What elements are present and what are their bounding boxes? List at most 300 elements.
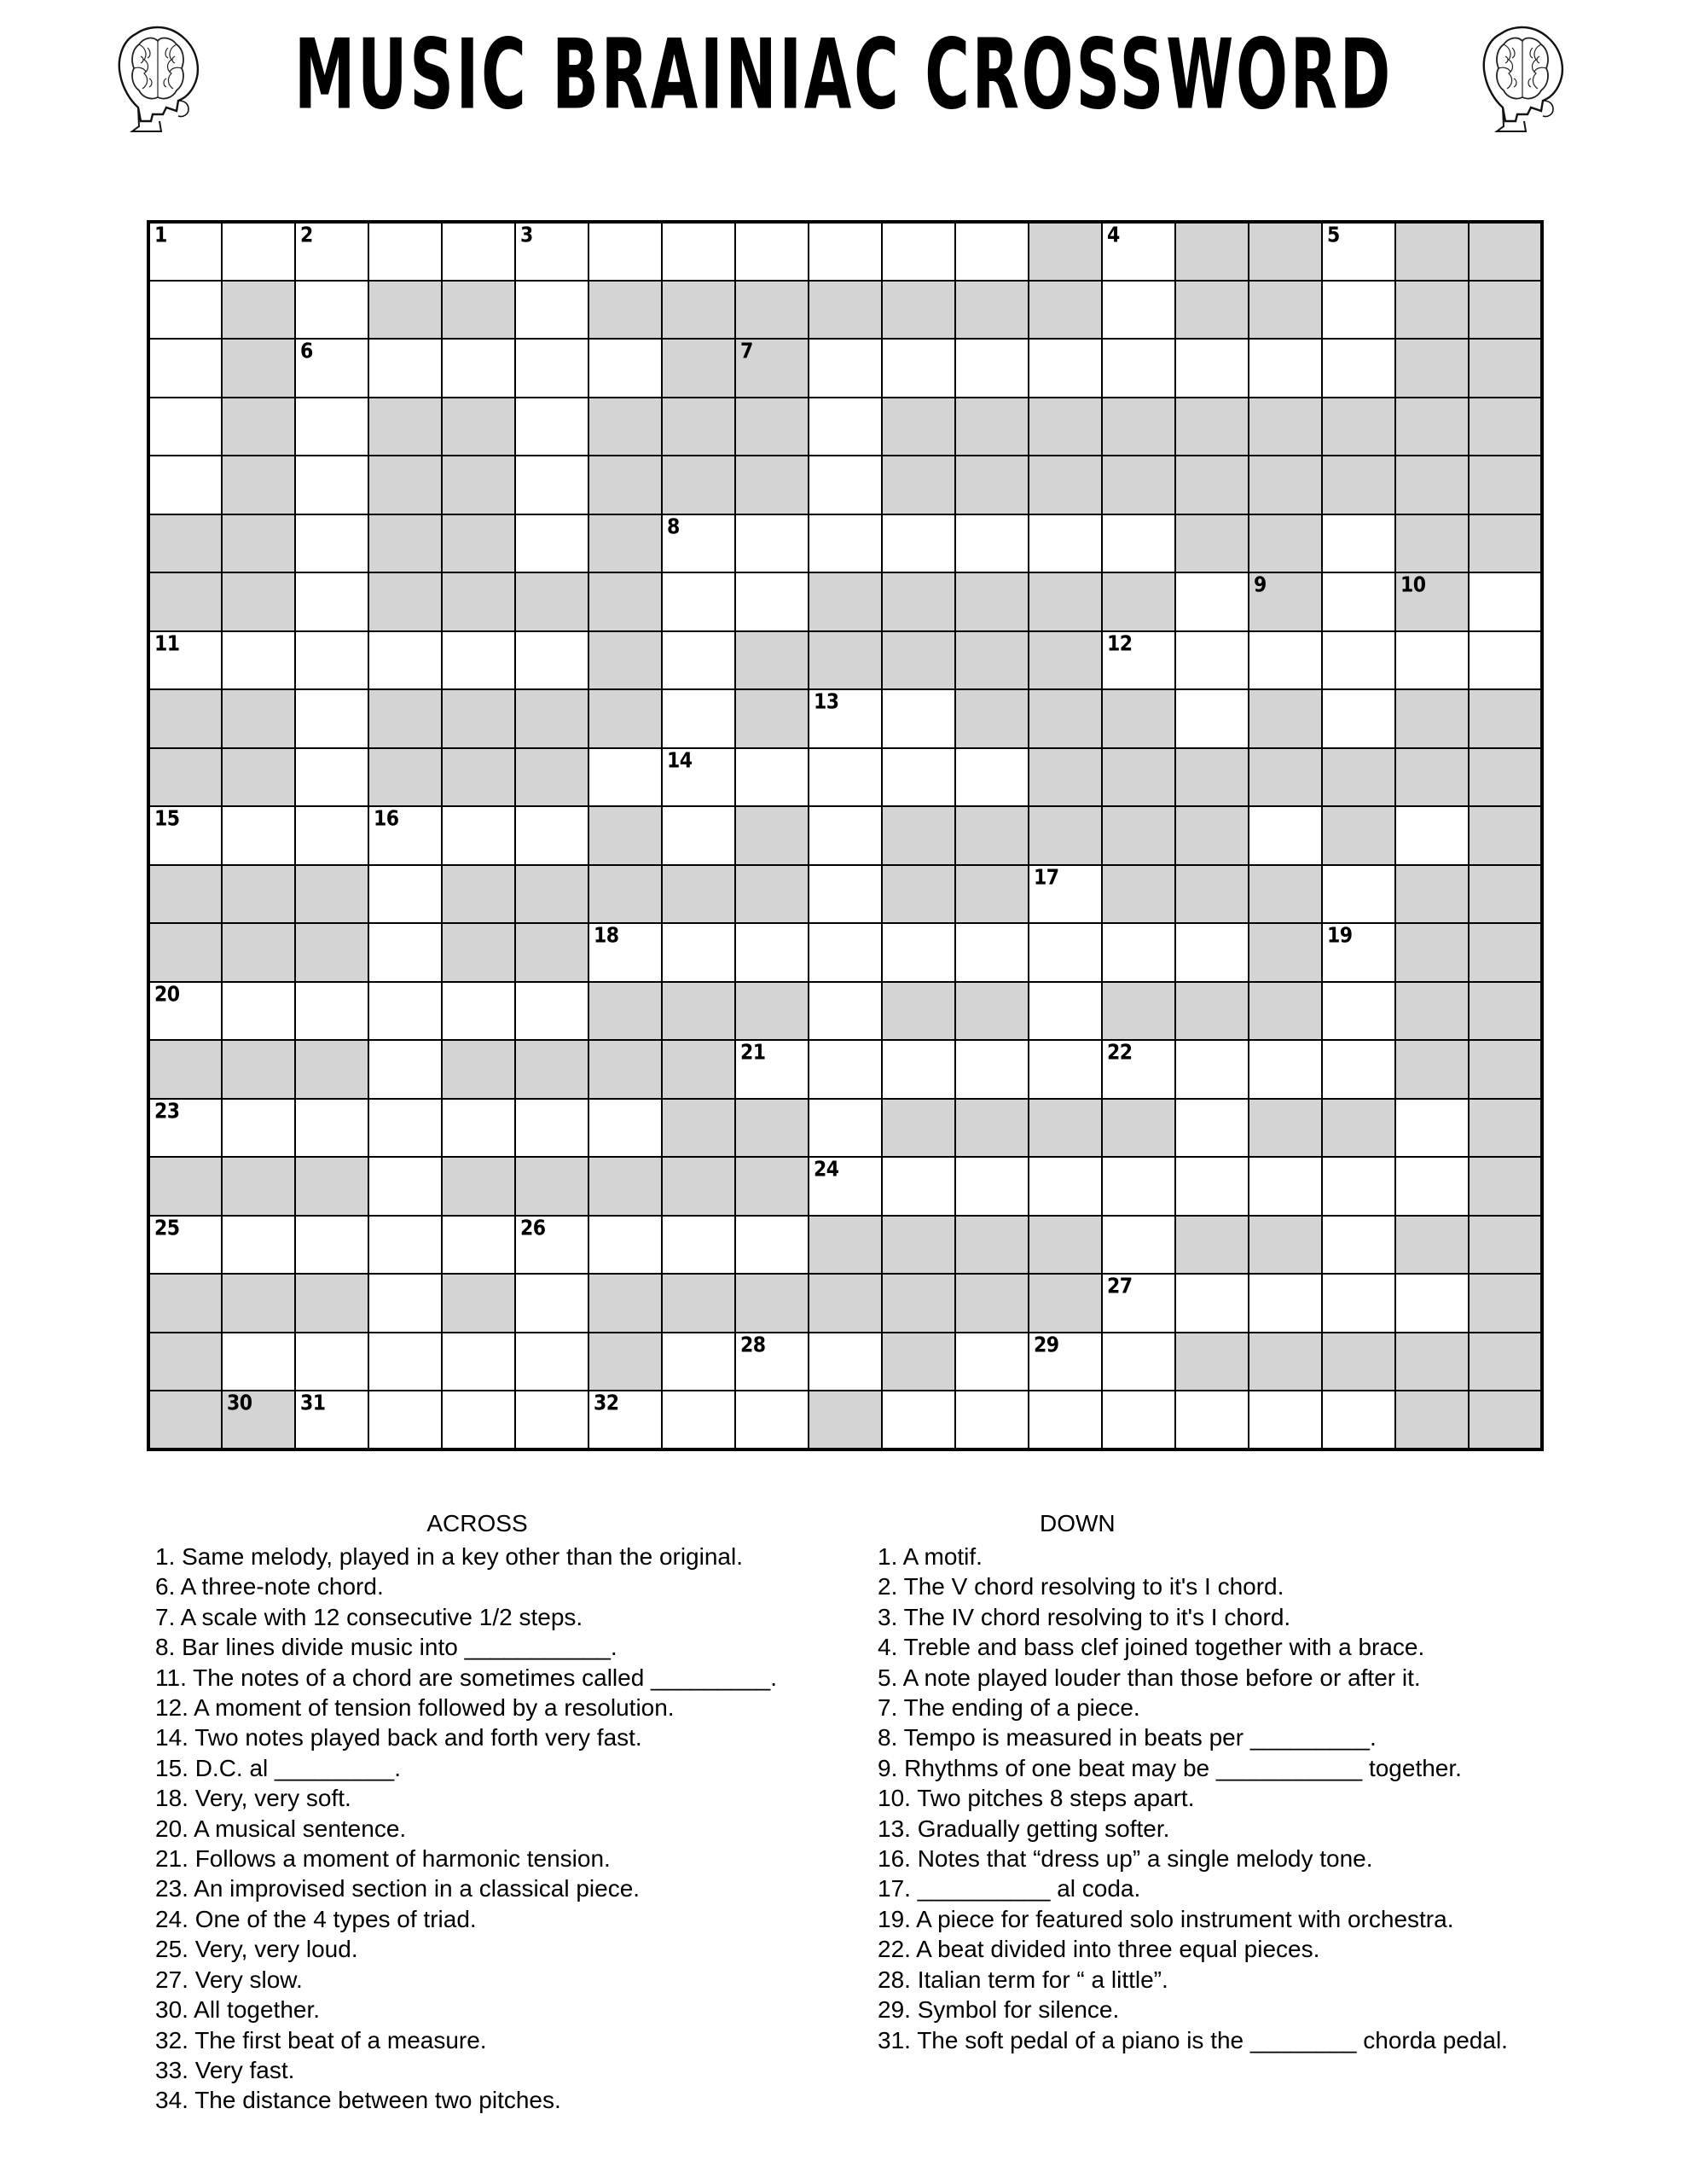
grid-cell-blocked bbox=[955, 689, 1029, 748]
grid-cell-blocked bbox=[1029, 689, 1102, 748]
grid-cell[interactable] bbox=[809, 1099, 882, 1158]
grid-clue-number: 24 bbox=[814, 1157, 839, 1182]
grid-cell-blocked bbox=[1029, 631, 1102, 690]
grid-cell[interactable] bbox=[882, 339, 955, 398]
grid-cell-blocked bbox=[148, 689, 222, 748]
across-clue-item: 23. An improvised section in a classical piece. bbox=[155, 1875, 641, 1902]
down-clue-item: 13. Gradually getting softer. bbox=[878, 1815, 1170, 1842]
grid-cell-blocked bbox=[1395, 514, 1469, 573]
grid-cell[interactable] bbox=[1175, 1391, 1249, 1449]
grid-cell[interactable] bbox=[515, 281, 588, 340]
grid-cell[interactable] bbox=[1322, 689, 1395, 748]
grid-cell[interactable] bbox=[955, 339, 1029, 398]
grid-cell[interactable] bbox=[368, 806, 442, 865]
grid-cell-blocked bbox=[1249, 982, 1322, 1041]
grid-cell[interactable] bbox=[295, 456, 368, 514]
page-header bbox=[0, 0, 1687, 152]
grid-cell-blocked bbox=[1249, 1099, 1322, 1158]
grid-cell[interactable] bbox=[1469, 572, 1542, 631]
grid-cell[interactable] bbox=[515, 398, 588, 456]
grid-clue-number: 10 bbox=[1400, 572, 1426, 598]
grid-cell[interactable] bbox=[882, 1391, 955, 1449]
grid-cell-blocked bbox=[1102, 1099, 1175, 1158]
grid-cell[interactable] bbox=[882, 1157, 955, 1216]
grid-cell[interactable] bbox=[588, 748, 662, 807]
grid-cell-blocked bbox=[662, 982, 735, 1041]
grid-cell-blocked bbox=[222, 1157, 295, 1216]
grid-cell[interactable] bbox=[882, 689, 955, 748]
grid-cell[interactable] bbox=[368, 1333, 442, 1391]
grid-cell[interactable] bbox=[809, 339, 882, 398]
grid-cell[interactable] bbox=[515, 339, 588, 398]
grid-cell-blocked bbox=[222, 1040, 295, 1099]
grid-cell[interactable] bbox=[735, 514, 809, 573]
grid-cell[interactable] bbox=[1175, 689, 1249, 748]
grid-cell[interactable] bbox=[735, 923, 809, 982]
grid-cell[interactable] bbox=[588, 339, 662, 398]
grid-cell-blocked bbox=[882, 281, 955, 340]
grid-cell[interactable] bbox=[515, 806, 588, 865]
grid-cell[interactable] bbox=[955, 1040, 1029, 1099]
grid-cell[interactable] bbox=[1322, 631, 1395, 690]
grid-cell[interactable] bbox=[1102, 1391, 1175, 1449]
grid-cell[interactable] bbox=[1249, 1040, 1322, 1099]
grid-cell[interactable] bbox=[295, 631, 368, 690]
grid-cell-blocked bbox=[148, 923, 222, 982]
grid-row bbox=[148, 1157, 1542, 1216]
grid-cell[interactable] bbox=[1102, 1040, 1175, 1099]
grid-cell[interactable] bbox=[368, 865, 442, 924]
grid-cell[interactable] bbox=[588, 1391, 662, 1449]
grid-cell[interactable] bbox=[1322, 572, 1395, 631]
grid-cell[interactable] bbox=[809, 1333, 882, 1391]
grid-clue-number: 9 bbox=[1254, 572, 1267, 598]
grid-cell[interactable] bbox=[295, 339, 368, 398]
grid-cell[interactable] bbox=[882, 748, 955, 807]
grid-cell[interactable] bbox=[662, 1333, 735, 1391]
grid-cell[interactable] bbox=[368, 222, 442, 281]
grid-cell[interactable] bbox=[1029, 1157, 1102, 1216]
grid-cell-blocked bbox=[148, 572, 222, 631]
grid-cell[interactable] bbox=[662, 806, 735, 865]
grid-cell[interactable] bbox=[368, 923, 442, 982]
grid-cell[interactable] bbox=[1322, 865, 1395, 924]
grid-cell[interactable] bbox=[148, 281, 222, 340]
grid-cell-blocked bbox=[588, 1333, 662, 1391]
grid-cell[interactable] bbox=[588, 923, 662, 982]
across-clue-list bbox=[128, 1542, 826, 2116]
brain-head-icon bbox=[110, 19, 212, 134]
grid-cell[interactable] bbox=[809, 748, 882, 807]
grid-cell[interactable] bbox=[1249, 339, 1322, 398]
grid-cell[interactable] bbox=[295, 1099, 368, 1158]
grid-cell-blocked bbox=[662, 1157, 735, 1216]
grid-cell[interactable] bbox=[442, 1391, 515, 1449]
grid-cell[interactable] bbox=[148, 222, 222, 281]
grid-cell[interactable] bbox=[295, 514, 368, 573]
grid-cell[interactable] bbox=[955, 222, 1029, 281]
grid-clue-number: 19 bbox=[1327, 923, 1353, 949]
grid-cell[interactable] bbox=[222, 982, 295, 1041]
grid-cell[interactable] bbox=[662, 1391, 735, 1449]
grid-clue-number: 7 bbox=[740, 339, 753, 364]
grid-clue-number: 17 bbox=[1034, 865, 1059, 891]
grid-cell[interactable] bbox=[222, 806, 295, 865]
brain-head-icon bbox=[1475, 19, 1577, 134]
grid-cell[interactable] bbox=[222, 1099, 295, 1158]
grid-cell-blocked bbox=[368, 456, 442, 514]
grid-cell-blocked bbox=[1175, 514, 1249, 573]
grid-cell[interactable] bbox=[1175, 572, 1249, 631]
grid-cell[interactable] bbox=[1175, 1099, 1249, 1158]
grid-cell[interactable] bbox=[1102, 1157, 1175, 1216]
grid-cell-blocked bbox=[882, 398, 955, 456]
grid-cell[interactable] bbox=[735, 572, 809, 631]
grid-clue-number: 32 bbox=[594, 1391, 619, 1416]
grid-cell[interactable] bbox=[442, 982, 515, 1041]
grid-cell[interactable] bbox=[1322, 514, 1395, 573]
grid-cell-blocked bbox=[1249, 923, 1322, 982]
grid-cell[interactable] bbox=[295, 748, 368, 807]
grid-cell-blocked bbox=[1469, 1216, 1542, 1275]
grid-cell[interactable] bbox=[442, 1216, 515, 1275]
grid-cell[interactable] bbox=[1175, 1040, 1249, 1099]
grid-cell-blocked bbox=[735, 456, 809, 514]
grid-cell[interactable] bbox=[1029, 982, 1102, 1041]
grid-cell[interactable] bbox=[882, 923, 955, 982]
grid-row bbox=[148, 1391, 1542, 1449]
grid-cell-blocked bbox=[1395, 456, 1469, 514]
grid-cell[interactable] bbox=[882, 222, 955, 281]
grid-cell[interactable] bbox=[809, 806, 882, 865]
grid-cell-blocked bbox=[368, 572, 442, 631]
grid-cell[interactable] bbox=[662, 572, 735, 631]
grid-cell[interactable] bbox=[368, 982, 442, 1041]
grid-cell[interactable] bbox=[1175, 339, 1249, 398]
grid-cell[interactable] bbox=[662, 923, 735, 982]
down-column bbox=[844, 1508, 1559, 2116]
grid-cell[interactable] bbox=[809, 514, 882, 573]
grid-cell[interactable] bbox=[1322, 281, 1395, 340]
grid-cell[interactable] bbox=[1029, 923, 1102, 982]
grid-cell[interactable] bbox=[809, 689, 882, 748]
grid-cell[interactable] bbox=[515, 456, 588, 514]
grid-cell[interactable] bbox=[809, 1040, 882, 1099]
grid-clue-number: 18 bbox=[594, 923, 619, 949]
grid-cell-blocked bbox=[1249, 281, 1322, 340]
grid-cell-blocked bbox=[1175, 1333, 1249, 1391]
grid-cell[interactable] bbox=[222, 1333, 295, 1391]
grid-cell[interactable] bbox=[1249, 1391, 1322, 1449]
grid-cell[interactable] bbox=[1249, 806, 1322, 865]
grid-cell[interactable] bbox=[295, 1216, 368, 1275]
grid-clue-number: 14 bbox=[667, 748, 693, 774]
grid-cell[interactable] bbox=[295, 806, 368, 865]
grid-cell[interactable] bbox=[368, 1216, 442, 1275]
grid-cell[interactable] bbox=[735, 1391, 809, 1449]
grid-cell[interactable] bbox=[148, 1216, 222, 1275]
grid-cell[interactable] bbox=[735, 1040, 809, 1099]
grid-cell-blocked bbox=[1249, 1216, 1322, 1275]
grid-cell-blocked bbox=[955, 631, 1029, 690]
grid-cell-blocked bbox=[1249, 222, 1322, 281]
grid-cell-blocked bbox=[442, 865, 515, 924]
grid-cell[interactable] bbox=[1029, 1333, 1102, 1391]
grid-cell[interactable] bbox=[955, 1391, 1029, 1449]
grid-cell[interactable] bbox=[809, 1157, 882, 1216]
grid-cell-blocked bbox=[809, 572, 882, 631]
grid-cell[interactable] bbox=[662, 689, 735, 748]
grid-cell-blocked bbox=[1249, 689, 1322, 748]
grid-cell[interactable] bbox=[1175, 1157, 1249, 1216]
grid-cell-blocked bbox=[809, 1216, 882, 1275]
grid-clue-number: 1 bbox=[154, 223, 167, 248]
grid-cell[interactable] bbox=[515, 514, 588, 573]
grid-cell[interactable] bbox=[368, 631, 442, 690]
grid-cell[interactable] bbox=[295, 572, 368, 631]
grid-cell-blocked bbox=[1029, 806, 1102, 865]
grid-cell[interactable] bbox=[1322, 1157, 1395, 1216]
grid-cell-blocked bbox=[295, 1274, 368, 1333]
grid-clue-number: 11 bbox=[154, 631, 180, 657]
grid-cell[interactable] bbox=[1029, 514, 1102, 573]
grid-cell[interactable] bbox=[1175, 1274, 1249, 1333]
grid-cell-blocked bbox=[1249, 1333, 1322, 1391]
grid-cell[interactable] bbox=[368, 1274, 442, 1333]
grid-cell[interactable] bbox=[148, 1099, 222, 1158]
grid-cell[interactable] bbox=[1029, 865, 1102, 924]
grid-cell-blocked bbox=[1029, 281, 1102, 340]
grid-cell[interactable] bbox=[368, 1040, 442, 1099]
grid-cell[interactable] bbox=[1469, 631, 1542, 690]
grid-cell[interactable] bbox=[295, 689, 368, 748]
grid-cell-blocked bbox=[148, 1157, 222, 1216]
down-clue-list bbox=[878, 1542, 1542, 2055]
grid-cell[interactable] bbox=[662, 631, 735, 690]
grid-cell[interactable] bbox=[1102, 1274, 1175, 1333]
down-clue-item: 28. Italian term for “ a little”. bbox=[878, 1966, 1168, 1993]
grid-cell-blocked bbox=[1175, 982, 1249, 1041]
grid-cell[interactable] bbox=[1029, 1391, 1102, 1449]
grid-cell[interactable] bbox=[148, 456, 222, 514]
grid-clue-number: 16 bbox=[374, 806, 399, 832]
grid-clue-number: 5 bbox=[1327, 223, 1340, 248]
grid-cell-blocked bbox=[662, 398, 735, 456]
grid-cell[interactable] bbox=[1322, 923, 1395, 982]
grid-cell[interactable] bbox=[1249, 631, 1322, 690]
grid-cell[interactable] bbox=[588, 1216, 662, 1275]
grid-cell[interactable] bbox=[515, 631, 588, 690]
down-clue-item: 29. Symbol for silence. bbox=[878, 1996, 1120, 2024]
grid-cell-blocked bbox=[1395, 923, 1469, 982]
grid-cell-blocked bbox=[1029, 222, 1102, 281]
grid-cell[interactable] bbox=[222, 222, 295, 281]
grid-cell[interactable] bbox=[1322, 1391, 1395, 1449]
grid-cell[interactable] bbox=[295, 1333, 368, 1391]
grid-cell-blocked bbox=[955, 281, 1029, 340]
grid-cell[interactable] bbox=[1249, 1157, 1322, 1216]
grid-cell-blocked bbox=[588, 514, 662, 573]
grid-cell-blocked bbox=[588, 689, 662, 748]
grid-cell[interactable] bbox=[148, 631, 222, 690]
grid-cell-blocked bbox=[735, 1099, 809, 1158]
grid-cell[interactable] bbox=[222, 631, 295, 690]
grid-cell[interactable] bbox=[295, 398, 368, 456]
crossword-grid-container bbox=[147, 220, 1540, 1451]
grid-cell[interactable] bbox=[442, 222, 515, 281]
grid-row bbox=[148, 281, 1542, 340]
grid-row bbox=[148, 1333, 1542, 1391]
grid-cell[interactable] bbox=[1102, 281, 1175, 340]
grid-row bbox=[148, 689, 1542, 748]
grid-cell[interactable] bbox=[662, 514, 735, 573]
grid-cell[interactable] bbox=[1102, 514, 1175, 573]
crossword-grid[interactable] bbox=[147, 220, 1544, 1451]
grid-clue-number: 3 bbox=[520, 223, 533, 248]
across-clue-item: 6. A three-note chord. bbox=[155, 1573, 384, 1600]
grid-cell[interactable] bbox=[809, 923, 882, 982]
grid-cell-blocked bbox=[222, 748, 295, 807]
grid-cell[interactable] bbox=[368, 1391, 442, 1449]
grid-clue-number: 4 bbox=[1107, 223, 1120, 248]
grid-cell[interactable] bbox=[882, 1040, 955, 1099]
grid-cell[interactable] bbox=[148, 398, 222, 456]
grid-cell[interactable] bbox=[442, 631, 515, 690]
grid-cell[interactable] bbox=[442, 339, 515, 398]
grid-cell-blocked bbox=[1102, 456, 1175, 514]
grid-cell[interactable] bbox=[1102, 1216, 1175, 1275]
grid-cell[interactable] bbox=[955, 748, 1029, 807]
grid-cell-blocked bbox=[662, 456, 735, 514]
grid-cell-blocked bbox=[882, 1099, 955, 1158]
across-column bbox=[128, 1508, 844, 2116]
grid-cell[interactable] bbox=[442, 1333, 515, 1391]
grid-cell[interactable] bbox=[368, 1099, 442, 1158]
grid-cell[interactable] bbox=[1395, 1274, 1469, 1333]
grid-cell-blocked bbox=[1249, 865, 1322, 924]
grid-cell-blocked bbox=[1469, 222, 1542, 281]
grid-cell[interactable] bbox=[955, 1157, 1029, 1216]
grid-clue-number: 15 bbox=[154, 806, 180, 832]
grid-cell[interactable] bbox=[1102, 339, 1175, 398]
grid-cell-blocked bbox=[1469, 1391, 1542, 1449]
grid-cell[interactable] bbox=[295, 1391, 368, 1449]
down-clue-item: 2. The V chord resolving to it's I chord. bbox=[878, 1573, 1284, 1600]
grid-cell-blocked bbox=[588, 281, 662, 340]
grid-cell-blocked bbox=[1322, 806, 1395, 865]
grid-cell[interactable] bbox=[955, 514, 1029, 573]
grid-cell[interactable] bbox=[662, 222, 735, 281]
grid-cell[interactable] bbox=[515, 222, 588, 281]
grid-cell[interactable] bbox=[809, 456, 882, 514]
grid-cell[interactable] bbox=[735, 1333, 809, 1391]
grid-cell[interactable] bbox=[1249, 1274, 1322, 1333]
grid-cell[interactable] bbox=[1322, 1274, 1395, 1333]
grid-cell[interactable] bbox=[1322, 339, 1395, 398]
grid-cell[interactable] bbox=[1322, 1040, 1395, 1099]
grid-cell-blocked bbox=[368, 514, 442, 573]
grid-cell[interactable] bbox=[1102, 923, 1175, 982]
grid-cell[interactable] bbox=[1175, 923, 1249, 982]
grid-row bbox=[148, 1216, 1542, 1275]
grid-cell-blocked bbox=[515, 923, 588, 982]
grid-cell[interactable] bbox=[1102, 631, 1175, 690]
grid-cell[interactable] bbox=[148, 982, 222, 1041]
grid-cell[interactable] bbox=[662, 1216, 735, 1275]
grid-cell[interactable] bbox=[1029, 1040, 1102, 1099]
grid-cell[interactable] bbox=[1395, 1157, 1469, 1216]
grid-cell[interactable] bbox=[955, 1333, 1029, 1391]
grid-cell[interactable] bbox=[368, 1157, 442, 1216]
grid-cell[interactable] bbox=[148, 806, 222, 865]
grid-cell[interactable] bbox=[1395, 631, 1469, 690]
grid-cell[interactable] bbox=[515, 1391, 588, 1449]
grid-cell[interactable] bbox=[1322, 1216, 1395, 1275]
grid-cell[interactable] bbox=[809, 222, 882, 281]
grid-cell-blocked bbox=[368, 398, 442, 456]
grid-cell[interactable] bbox=[1322, 222, 1395, 281]
grid-cell[interactable] bbox=[662, 748, 735, 807]
grid-cell[interactable] bbox=[295, 281, 368, 340]
grid-cell-blocked bbox=[368, 748, 442, 807]
grid-cell-blocked bbox=[442, 398, 515, 456]
down-clue-item: 22. A beat divided into three equal pieces. bbox=[878, 1936, 1320, 1963]
grid-cell[interactable] bbox=[442, 806, 515, 865]
grid-cell[interactable] bbox=[735, 222, 809, 281]
grid-cell[interactable] bbox=[515, 1216, 588, 1275]
grid-cell[interactable] bbox=[809, 398, 882, 456]
grid-cell[interactable] bbox=[1395, 1099, 1469, 1158]
grid-cell[interactable] bbox=[442, 1099, 515, 1158]
grid-cell[interactable] bbox=[148, 339, 222, 398]
grid-cell[interactable] bbox=[1102, 222, 1175, 281]
grid-cell-blocked bbox=[1029, 1274, 1102, 1333]
grid-cell-blocked bbox=[1469, 339, 1542, 398]
grid-cell-blocked bbox=[1322, 1333, 1395, 1391]
grid-cell[interactable] bbox=[1395, 806, 1469, 865]
grid-cell[interactable] bbox=[515, 982, 588, 1041]
grid-cell-blocked bbox=[222, 1274, 295, 1333]
grid-cell[interactable] bbox=[1175, 631, 1249, 690]
grid-cell[interactable] bbox=[955, 923, 1029, 982]
grid-cell[interactable] bbox=[515, 1274, 588, 1333]
grid-cell-blocked bbox=[222, 865, 295, 924]
grid-cell[interactable] bbox=[295, 982, 368, 1041]
grid-cell[interactable] bbox=[222, 1216, 295, 1275]
grid-cell-blocked bbox=[1469, 748, 1542, 807]
grid-cell[interactable] bbox=[882, 514, 955, 573]
grid-row bbox=[148, 923, 1542, 982]
grid-cell-blocked bbox=[515, 572, 588, 631]
down-clue-item: 4. Treble and bass clef joined together with a brace. bbox=[878, 1634, 1425, 1661]
grid-cell[interactable] bbox=[515, 1099, 588, 1158]
grid-row bbox=[148, 748, 1542, 807]
grid-cell[interactable] bbox=[1322, 982, 1395, 1041]
grid-cell[interactable] bbox=[809, 865, 882, 924]
grid-cell-blocked bbox=[1395, 222, 1469, 281]
grid-cell[interactable] bbox=[588, 1099, 662, 1158]
grid-cell[interactable] bbox=[588, 222, 662, 281]
grid-cell[interactable] bbox=[368, 339, 442, 398]
grid-cell[interactable] bbox=[515, 1333, 588, 1391]
grid-cell[interactable] bbox=[735, 748, 809, 807]
grid-cell[interactable] bbox=[295, 222, 368, 281]
grid-cell[interactable] bbox=[735, 1216, 809, 1275]
grid-cell[interactable] bbox=[809, 982, 882, 1041]
grid-clue-number: 29 bbox=[1034, 1333, 1059, 1358]
grid-cell[interactable] bbox=[1102, 1333, 1175, 1391]
grid-cell[interactable] bbox=[1029, 339, 1102, 398]
